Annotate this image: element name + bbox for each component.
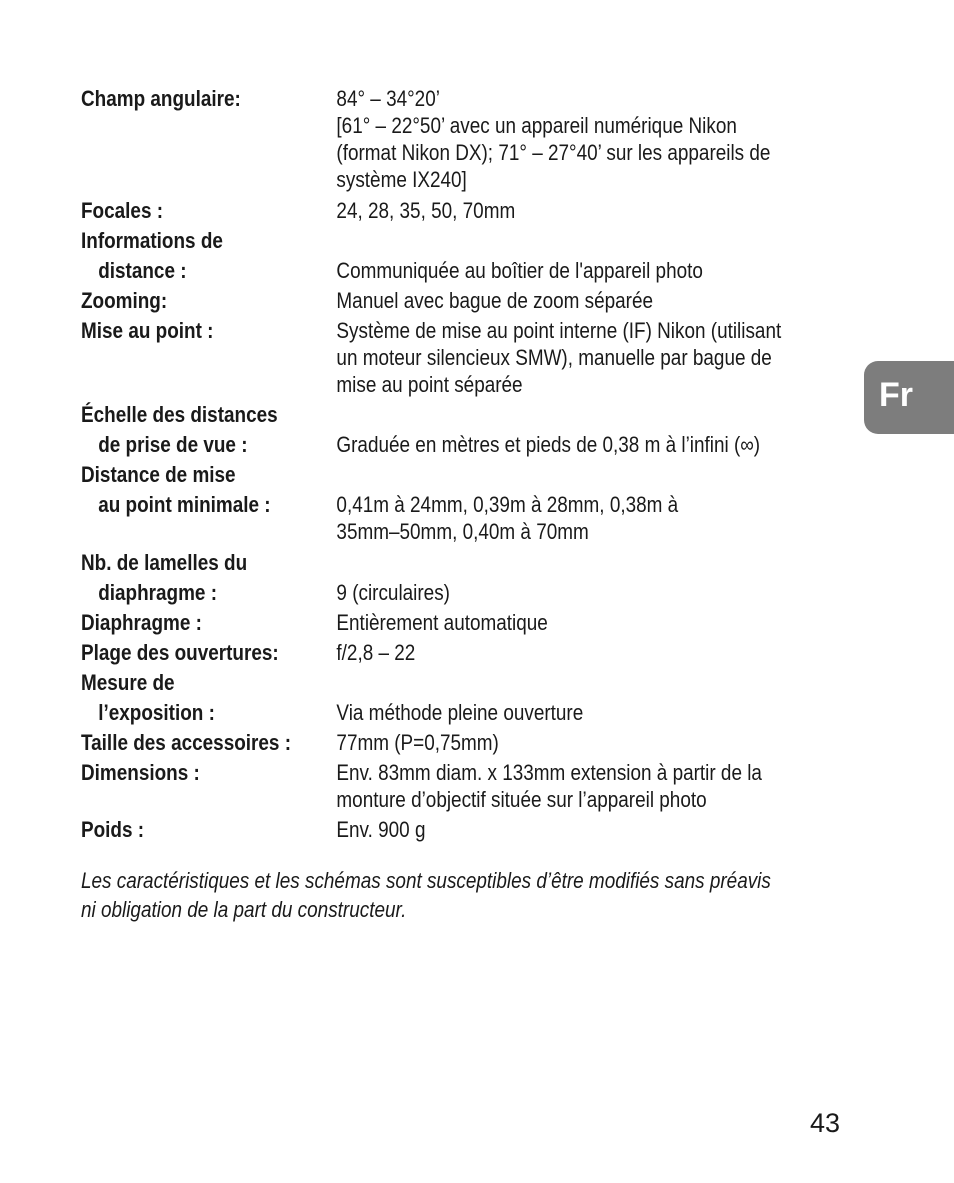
spec-label: Plage des ouvertures: bbox=[81, 640, 279, 665]
spec-label: Champ angulaire: bbox=[81, 86, 241, 111]
spec-label: distance : bbox=[98, 258, 187, 283]
spec-label: Distance de mise bbox=[81, 462, 236, 487]
spec-value: 24, 28, 35, 50, 70mm bbox=[336, 198, 516, 223]
spec-value-line: un moteur silencieux SMW), manuelle par bague de bbox=[336, 345, 772, 370]
spec-label: Diaphragme : bbox=[81, 610, 202, 635]
spec-value bbox=[336, 491, 839, 545]
spec-label: Zooming: bbox=[81, 288, 168, 313]
spec-value: f/2,8 – 22 bbox=[336, 640, 416, 665]
language-tab bbox=[864, 361, 954, 434]
disclaimer-note bbox=[81, 866, 771, 924]
spec-label: au point minimale : bbox=[98, 492, 271, 517]
spec-value-line: Env. 83mm diam. x 133mm extension à partir de la bbox=[336, 760, 762, 785]
spec-value: Communiquée au boîtier de l'appareil photo bbox=[336, 258, 703, 283]
spec-label: Échelle des distances bbox=[81, 402, 278, 427]
spec-value-line: mise au point séparée bbox=[336, 372, 523, 397]
spec-value-line: monture d’objectif située sur l’appareil photo bbox=[336, 787, 707, 812]
spec-label: diaphragme : bbox=[98, 580, 218, 605]
spec-value-line: (format Nikon DX); 71° – 27°40’ sur les appareils de bbox=[336, 140, 771, 165]
note-line: Les caractéristiques et les schémas sont susceptibles d’être modifiés sans préavis bbox=[81, 868, 771, 893]
note-line: ni obligation de la part du constructeur. bbox=[81, 897, 407, 922]
spec-value: Graduée en mètres et pieds de 0,38 m à l’infini (∞) bbox=[336, 432, 761, 457]
spec-value: Entièrement automatique bbox=[336, 610, 548, 635]
spec-value: Env. 900 g bbox=[336, 817, 426, 842]
spec-value-line: 35mm–50mm, 0,40m à 70mm bbox=[336, 519, 589, 544]
spec-value: Via méthode pleine ouverture bbox=[336, 700, 584, 725]
spec-label: Focales : bbox=[81, 198, 164, 223]
spec-value-line: système IX240] bbox=[336, 167, 467, 192]
page-number: 43 bbox=[810, 1108, 841, 1138]
spec-value: 9 (circulaires) bbox=[336, 580, 450, 605]
spec-label: Dimensions : bbox=[81, 760, 200, 785]
spec-value-line: Système de mise au point interne (IF) Nikon (utilisant bbox=[336, 318, 782, 343]
spec-label: de prise de vue : bbox=[98, 432, 248, 457]
language-tab-label: Fr bbox=[879, 376, 913, 414]
spec-value-line: 0,41m à 24mm, 0,39m à 28mm, 0,38m à bbox=[336, 492, 679, 517]
spec-value-line: [61° – 22°50’ avec un appareil numérique Nikon bbox=[336, 113, 737, 138]
spec-value bbox=[336, 759, 839, 813]
spec-value: Manuel avec bague de zoom séparée bbox=[336, 288, 654, 313]
spec-label: l’exposition : bbox=[98, 700, 215, 725]
spec-label: Mise au point : bbox=[81, 318, 214, 343]
spec-value: 77mm (P=0,75mm) bbox=[336, 730, 499, 755]
spec-label: Poids : bbox=[81, 817, 145, 842]
spec-value bbox=[336, 85, 839, 193]
spec-value bbox=[336, 317, 839, 398]
spec-label: Informations de bbox=[81, 228, 223, 253]
spec-label: Mesure de bbox=[81, 670, 175, 695]
spec-value-line: 84° – 34°20’ bbox=[336, 86, 440, 111]
spec-label: Nb. de lamelles du bbox=[81, 550, 248, 575]
spec-label: Taille des accessoires : bbox=[81, 730, 292, 755]
